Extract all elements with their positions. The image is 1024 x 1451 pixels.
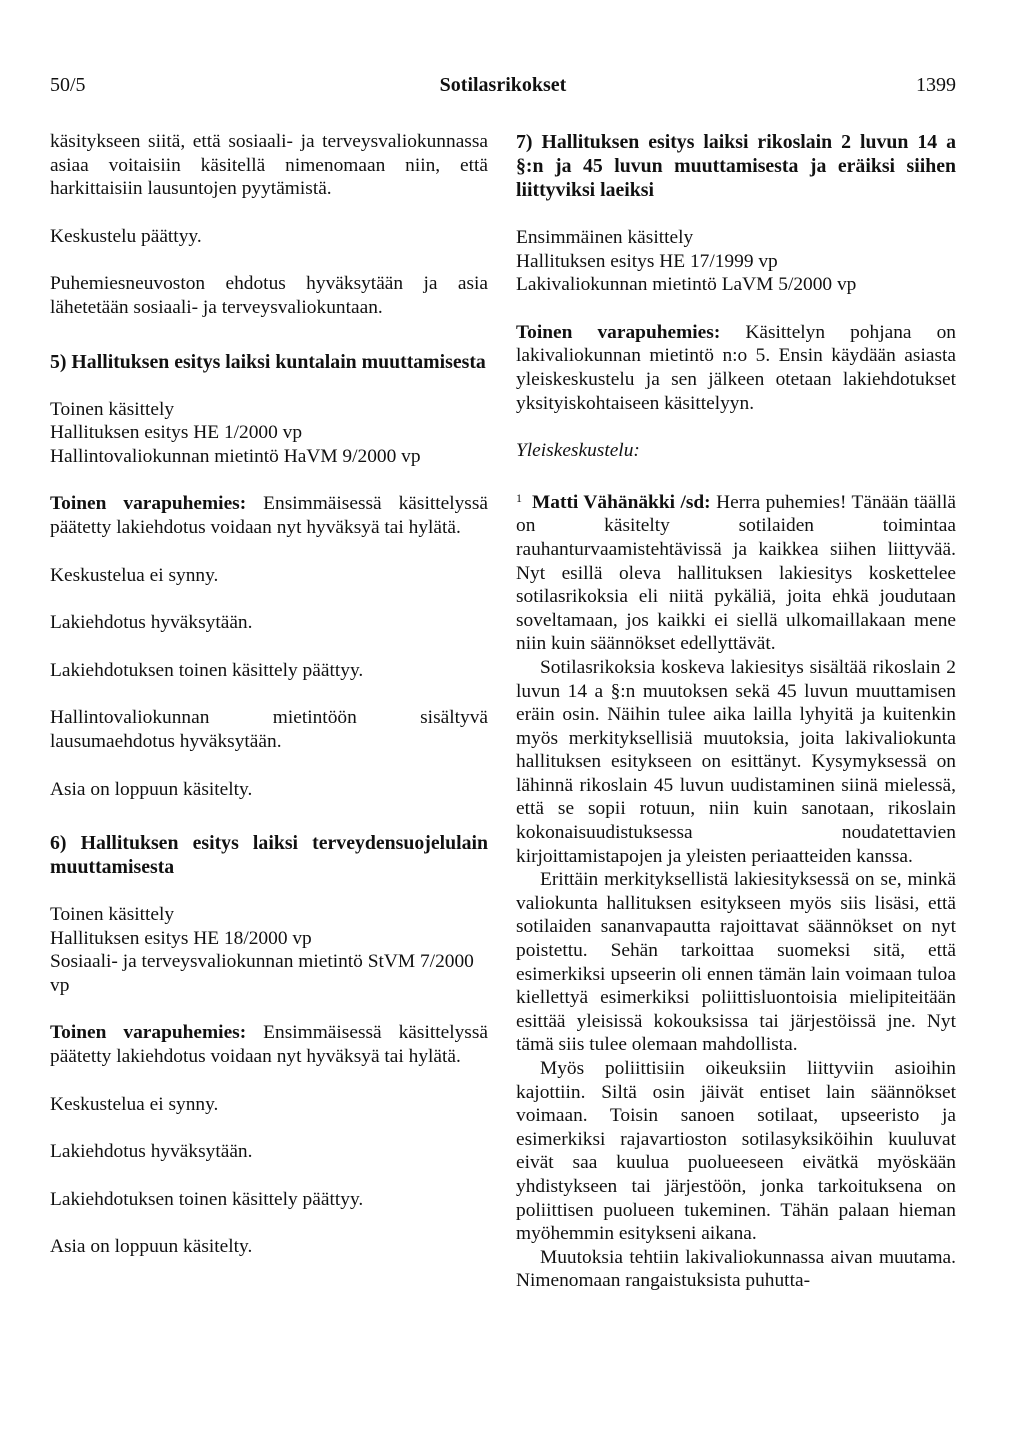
item6-second-reading-ends: Lakiehdotuksen toinen käsittely päättyy. <box>50 1188 364 1210</box>
item5-statement-approved: Hallintovaliokunnan mietintöön sisältyvä lausumaehdotus hyväksytään. <box>50 707 488 752</box>
item6-documents <box>50 903 488 997</box>
intro-paragraph: käsitykseen siitä, että sosiaali- ja terveysvaliokunnassa asiaa voitaisiin käsitellä nimenomaan niin, että harkittaisiin lausuntojen pyytämistä. <box>50 131 488 200</box>
item7-doc-report: Lakivaliokunnan mietintö LaVM 5/2000 vp <box>516 274 857 296</box>
item6-no-discussion: Keskustelua ei synny. <box>50 1093 219 1115</box>
item5-no-discussion: Keskustelua ei synny. <box>50 564 219 586</box>
item7-chair-statement <box>516 321 956 415</box>
item5-concluded: Asia on loppuun käsitelty. <box>50 778 253 800</box>
section-number: 50/5 <box>50 74 86 96</box>
right-column <box>516 130 956 1293</box>
item5-doc-proposal: Hallituksen esitys HE 1/2000 vp <box>50 422 303 444</box>
item7-documents <box>516 226 956 297</box>
item7-statement-text: Käsittelyn pohjana on lakivaliokunnan mietintö n:o 5. Ensin käydään asiasta yleiskeskustelu ja sen jälkeen otetaan lakiehdotukset yksityiskohtaiseen käsittelyyn. <box>516 321 956 414</box>
item6-doc-reading: Toinen käsittely <box>50 904 175 926</box>
council-proposal: Puhemiesneuvoston ehdotus hyväksytään ja asia lähetetään sosiaali- ja terveysvaliokuntaan. <box>50 273 488 318</box>
item5-bill-approved: Lakiehdotus hyväksytään. <box>50 612 253 634</box>
speech-paragraph: Myös poliittisiin oikeuksiin liittyviin asioihin kajottiin. Siltä osin jäivät entiset lain säännökset voimaan. Toisin sanoen sotilaat, upseeristo ja esimerkiksi rajavartioston sotilasyksiköihin kuuluvat eivät saa kuulua puolueeseen eivätkä myöskään yhdistykseen tai järjestöön, jonka tarkoituksena on poliittisen puolueen tukeminen. Tähän palaan hieman myöhemmin esitykseni aikana. <box>516 1058 956 1245</box>
left-column <box>50 130 488 1283</box>
item6-title: 6) Hallituksen esitys laiksi terveydensuojelulain muuttamisesta <box>50 832 488 879</box>
item7-doc-reading: Ensimmäinen käsittely <box>516 227 694 248</box>
speech-opening-text: Herra puhemies! Tänään täällä on käsitelty sotilaiden toimintaa rauhanturvaamistehtävissä ja kaikkea siihen liittyvää. Nyt esillä oleva hallituksen lakiesitys koskettelee sotilasrikoksia eli niitä pykäliä, joita ehkä joudutaan soveltamaan, jos kaikki ei siellä ulkomaillakaan mene niin kuin säännökset edellyttävät. <box>516 491 956 655</box>
discussion-ended: Keskustelu päättyy. <box>50 225 202 247</box>
page-header <box>50 74 956 106</box>
page-number: 1399 <box>916 74 956 96</box>
item6-concluded: Asia on loppuun käsitelty. <box>50 1236 253 1258</box>
item6-chair-statement <box>50 1021 488 1068</box>
item5-title: 5) Hallituksen esitys laiksi kuntalain muuttamisesta <box>50 350 486 373</box>
item5-second-reading-ends: Lakiehdotuksen toinen käsittely päättyy. <box>50 659 364 681</box>
item5-statement-text: Ensimmäisessä käsittelyssä päätetty lakiehdotus voidaan nyt hyväksyä tai hylätä. <box>50 493 488 538</box>
item5-doc-reading: Toinen käsittely <box>50 398 175 420</box>
item5-doc-report: Hallintovaliokunnan mietintö HaVM 9/2000 vp <box>50 445 421 467</box>
item7-title: 7) Hallituksen esitys laiksi rikoslain 2 luvun 14 a §:n ja 45 luvun muuttamisesta ja eräiksi siihen liittyviksi laeiksi <box>516 131 956 201</box>
item5-speaker: Toinen varapuhemies: <box>50 493 247 515</box>
general-discussion-heading: Yleiskeskustelu: <box>516 440 640 462</box>
item7-speaker: Toinen varapuhemies: <box>516 321 721 343</box>
speech-paragraph: Erittäin merkityksellistä lakiesityksessä on se, minkä valiokunta hallituksen esitykseen myös siis lisäsi, että sotilaiden sananvapautta rajoittavat säännökset on nyt poistettu. Sehän tarkoittaa suomeksi sitä, että esimerkiksi upseerin oli ennen tämän lain voimaan tuloa kiellettyä esimerkiksi poliittisluontoisia mielipiteitään esittää yleisissä kokouksissa tai järjestöissä jne. Nyt tämä siis tulee olemaan mahdollista. <box>516 869 956 1056</box>
item7-doc-proposal: Hallituksen esitys HE 17/1999 vp <box>516 250 778 272</box>
speech-paragraph: Muutoksia tehtiin lakivaliokunnassa aivan muutama. Nimenomaan rangaistuksista puhutta- <box>516 1246 956 1292</box>
speech-number: 1 <box>516 490 522 505</box>
item6-doc-proposal: Hallituksen esitys HE 18/2000 vp <box>50 927 312 949</box>
item6-doc-report: Sosiaali- ja terveysvaliokunnan mietintö StVM 7/2000 vp <box>50 951 474 996</box>
item6-statement-text: Ensimmäisessä käsittelyssä päätetty lakiehdotus voidaan nyt hyväksyä tai hylätä. <box>50 1022 488 1068</box>
section-title: Sotilasrikokset <box>439 74 567 96</box>
item6-speaker: Toinen varapuhemies: <box>50 1022 247 1044</box>
item6-bill-approved: Lakiehdotus hyväksytään. <box>50 1141 253 1163</box>
speech-opening <box>516 487 956 656</box>
item5-documents <box>50 398 488 469</box>
speech-speaker: Matti Vähänäkki /sd: <box>532 491 711 513</box>
item5-chair-statement <box>50 492 488 539</box>
speech-paragraph: Sotilasrikoksia koskeva lakiesitys sisältää rikoslain 2 luvun 14 a §:n muutoksen sekä 45 luvun muuttamisen eräin osin. Näihin tulee aika lailla lyhyitä ja kuitenkin myös merkityksellisiä muutoksia, joita lakivaliokunta hallituksen esitykseen on esittänyt. Kysymyksessä on lähinnä rikoslain 45 luvun uudistaminen siinä mielessä, että se sopii rotuun, niin kuin sanotaan, rikoslain kokonaisuudistuksessa noudatettavien kirjoittamistapojen ja yleisten periaatteiden kanssa. <box>516 656 956 867</box>
